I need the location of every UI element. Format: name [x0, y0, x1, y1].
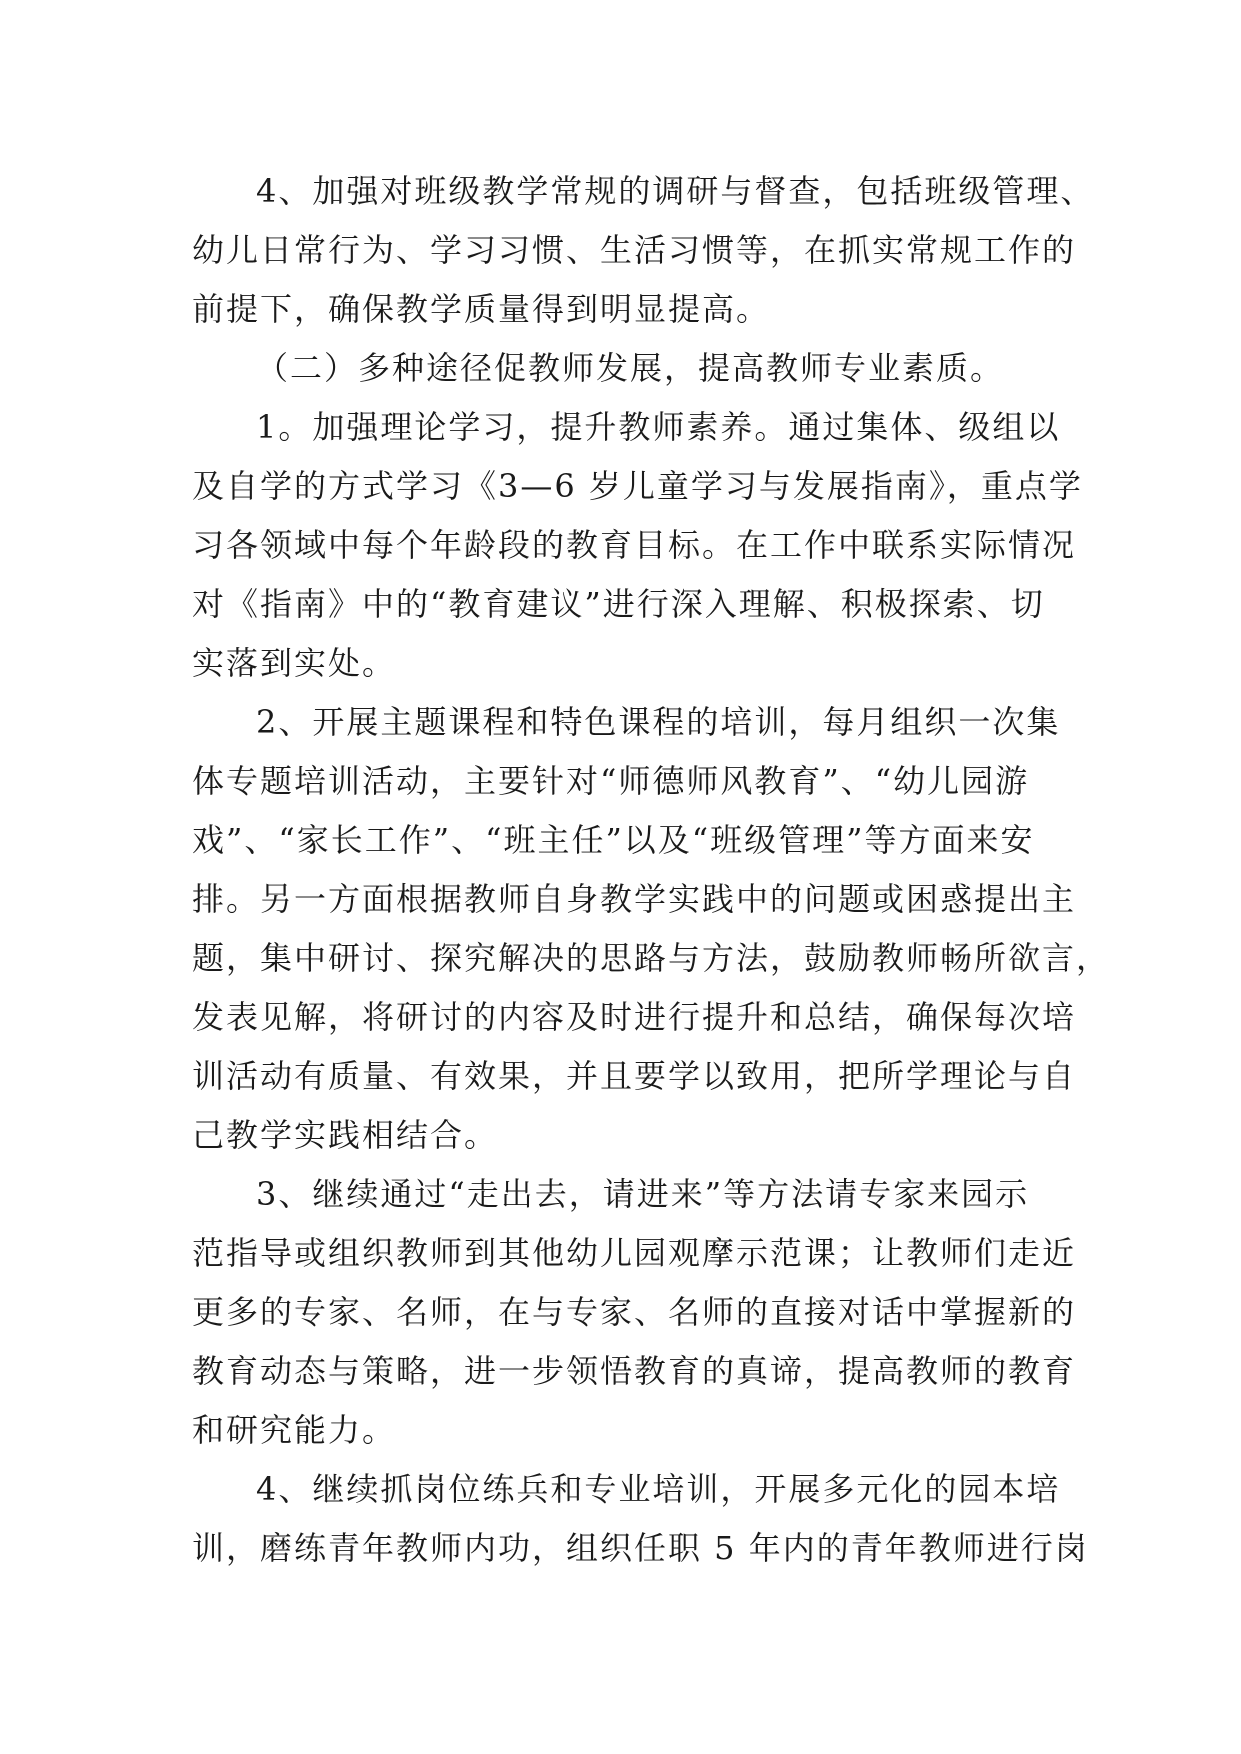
text-line: 排。另一方面根据教师自身教学实践中的问题或困惑提出主 [192, 880, 1077, 918]
text-line: 前提下，确保教学质量得到明显提高。 [192, 290, 771, 328]
text-line: 训，磨练青年教师内功，组织任职 5 年内的青年教师进行岗 [192, 1529, 1089, 1567]
text-line: 实落到实处。 [192, 644, 397, 682]
text-line: 4、继续抓岗位练兵和专业培训，开展多元化的园本培 [256, 1470, 1061, 1508]
document-body [192, 162, 1111, 1578]
text-line: 幼儿日常行为、学习习惯、生活习惯等，在抓实常规工作的 [192, 231, 1077, 269]
text-line: 体专题培训活动，主要针对“师德师风教育”、“幼儿园游 [192, 762, 1030, 800]
text-line: 己教学实践相结合。 [192, 1116, 499, 1154]
text-line: 及自学的方式学习《3—6 岁儿童学习与发展指南》，重点学 [192, 467, 1083, 505]
text-line: 1。加强理论学习，提升教师素养。通过集体、级组以 [256, 408, 1061, 446]
section-heading: （二）多种途径促教师发展，提高教师专业素质。 [256, 349, 1005, 387]
text-line: 发表见解，将研讨的内容及时进行提升和总结，确保每次培 [192, 998, 1077, 1036]
text-line: 2、开展主题课程和特色课程的培训，每月组织一次集 [256, 703, 1061, 741]
text-line: 教育动态与策略，进一步领悟教育的真谛，提高教师的教育 [192, 1352, 1077, 1390]
text-line: 训活动有质量、有效果，并且要学以致用，把所学理论与自 [192, 1057, 1077, 1095]
text-line: 和研究能力。 [192, 1411, 397, 1449]
text-line: 3、继续通过“走出去，请进来”等方法请专家来园示 [256, 1175, 1030, 1213]
text-line: 对《指南》中的“教育建议”进行深入理解、积极探索、切 [192, 585, 1045, 623]
text-line: 范指导或组织教师到其他幼儿园观摩示范课；让教师们走近 [192, 1234, 1077, 1272]
text-line: 戏”、“家长工作”、“班主任”以及“班级管理”等方面来安 [192, 821, 1035, 859]
text-line: 题，集中研讨、探究解决的思路与方法，鼓励教师畅所欲言， [192, 939, 1111, 977]
text-line: 4、加强对班级教学常规的调研与督查，包括班级管理、 [256, 172, 1095, 210]
text-line: 习各领域中每个年龄段的教育目标。在工作中联系实际情况 [192, 526, 1077, 564]
text-line: 更多的专家、名师，在与专家、名师的直接对话中掌握新的 [192, 1293, 1077, 1331]
